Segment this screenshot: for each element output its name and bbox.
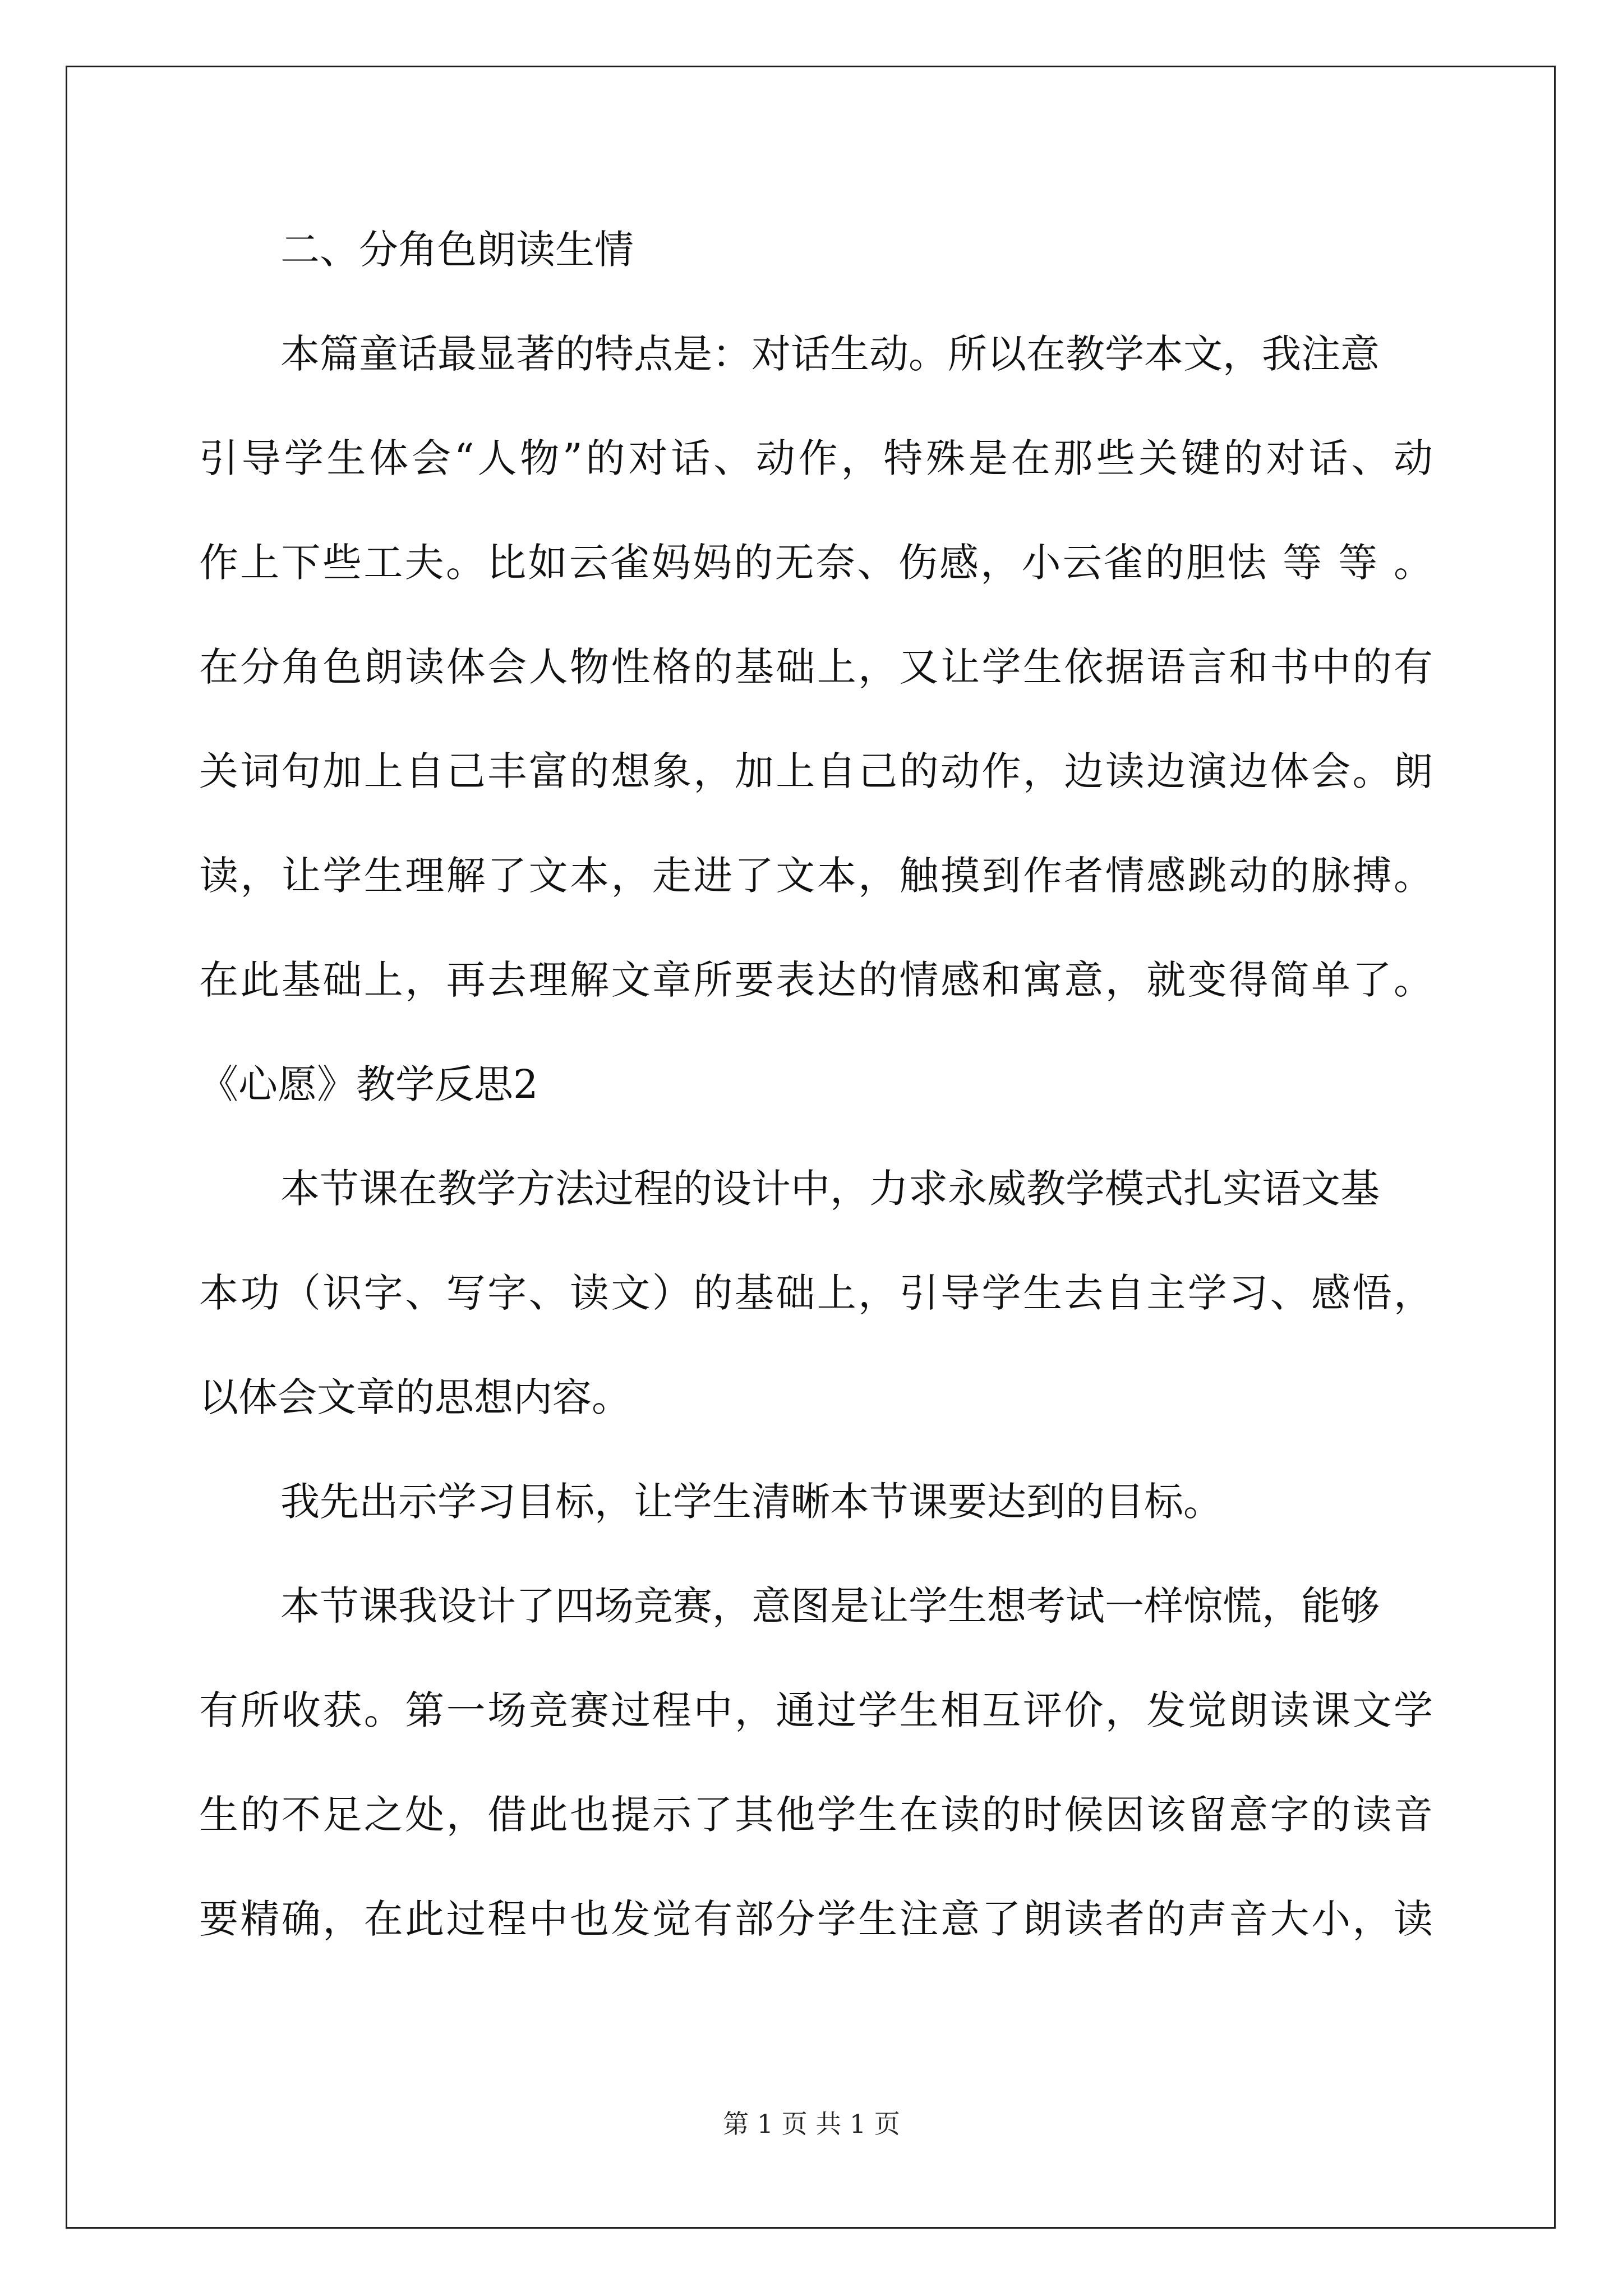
page-number-footer: 第 1 页 共 1 页 <box>723 2109 900 2139</box>
paragraph-line: 本功（识字、写字、读文）的基础上，引导学生去自主学习、感悟， <box>199 1270 1433 1316</box>
paragraph-line: 本节课在教学方法过程的设计中，力求永威教学模式扎实语文基 <box>280 1166 1380 1212</box>
document-body <box>199 216 1433 1990</box>
paragraph-line: 要精确，在此过程中也发觉有部分学生注意了朗读者的声音大小，读 <box>199 1896 1433 1942</box>
paragraph-line: 有所收获。第一场竞赛过程中，通过学生相互评价，发觉朗读课文学 <box>199 1687 1433 1733</box>
paragraph-line: 作上下些工夫。比如云雀妈妈的无奈、伤感，小云雀的胆怯 等 等 。 <box>199 540 1433 586</box>
paragraph-line: 在此基础上，再去理解文章所要表达的情感和寓意，就变得简单了。 <box>199 957 1433 1003</box>
paragraph-line: 本篇童话最显著的特点是：对话生动。所以在教学本文，我注意 <box>280 331 1380 377</box>
paragraph-line: 本节课我设计了四场竞赛，意图是让学生想考试一样惊慌，能够 <box>280 1583 1380 1629</box>
paragraph-line: 我先出示学习目标，让学生清晰本节课要达到的目标。 <box>280 1479 1223 1525</box>
paragraph-line: 生的不足之处，借此也提示了其他学生在读的时候因该留意字的读音 <box>199 1792 1433 1838</box>
paragraph-line: 引导学生体会“人物”的对话、动作，特殊是在那些关键的对话、动 <box>199 435 1433 481</box>
paragraph-line: 以体会文章的思想内容。 <box>199 1374 631 1420</box>
paragraph-line: 关词句加上自己丰富的想象，加上自己的动作，边读边演边体会。朗 <box>199 748 1433 794</box>
section-heading: 二、分角色朗读生情 <box>280 227 634 273</box>
paragraph-line: 在分角色朗读体会人物性格的基础上，又让学生依据语言和书中的有 <box>199 644 1433 690</box>
article-title: 《心愿》教学反思2 <box>199 1061 538 1107</box>
paragraph-line: 读，让学生理解了文本，走进了文本，触摸到作者情感跳动的脉搏。 <box>199 853 1433 899</box>
